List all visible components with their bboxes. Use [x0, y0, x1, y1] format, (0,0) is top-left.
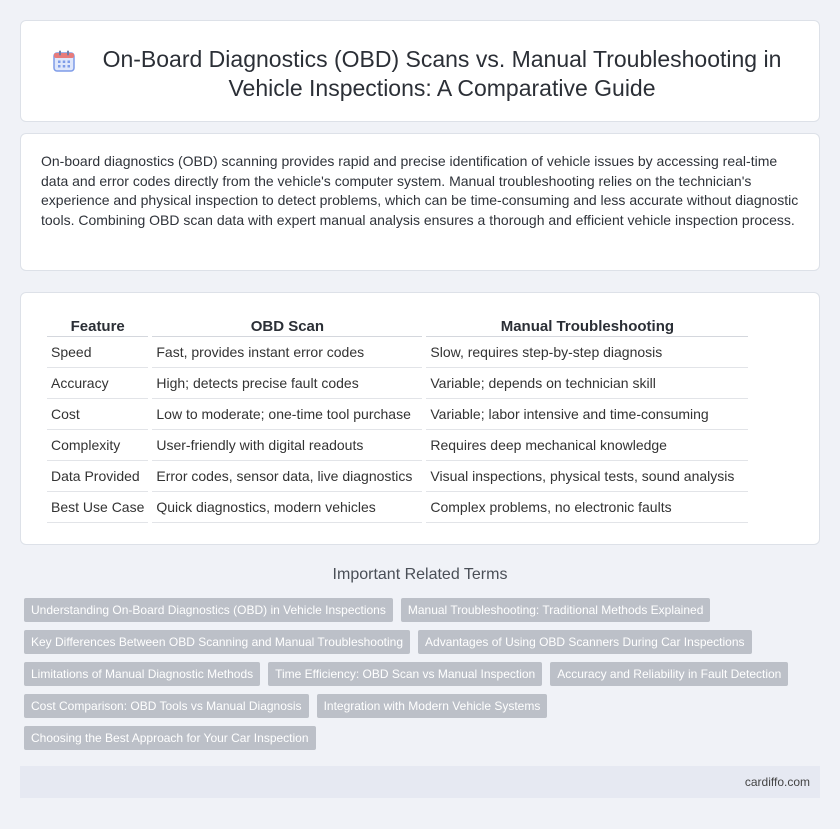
related-terms-list [24, 598, 804, 758]
calendar-icon [51, 48, 77, 74]
cell-obd: Low to moderate; one-time tool purchase [152, 399, 422, 430]
related-term-tag[interactable]: Accuracy and Reliability in Fault Detection [550, 662, 788, 686]
cell-feature: Data Provided [47, 461, 148, 492]
cell-obd: Error codes, sensor data, live diagnostics [152, 461, 422, 492]
related-term-tag[interactable]: Time Efficiency: OBD Scan vs Manual Inspection [268, 662, 542, 686]
footer [20, 766, 820, 798]
table-row [47, 337, 748, 368]
header-feature: Feature [47, 315, 148, 337]
cell-obd: User-friendly with digital readouts [152, 430, 422, 461]
table-row [47, 492, 748, 523]
comparison-card [20, 292, 820, 545]
page-title: On-Board Diagnostics (OBD) Scans vs. Manual Troubleshooting in Vehicle Inspections: A Comparative Guide [102, 46, 782, 101]
related-term-tag[interactable]: Advantages of Using OBD Scanners During Car Inspections [418, 630, 752, 654]
table-row [47, 399, 748, 430]
related-term-tag[interactable]: Key Differences Between OBD Scanning and Manual Troubleshooting [24, 630, 410, 654]
table-row [47, 368, 748, 399]
related-term-tag[interactable]: Choosing the Best Approach for Your Car Inspection [24, 726, 316, 750]
header-manual-troubleshooting: Manual Troubleshooting [426, 315, 748, 337]
header [51, 45, 799, 103]
cell-obd: Quick diagnostics, modern vehicles [152, 492, 422, 523]
cell-manual: Complex problems, no electronic faults [426, 492, 748, 523]
footer-site-link[interactable]: cardiffo.com [744, 775, 810, 789]
header-obd-scan: OBD Scan [152, 315, 422, 337]
related-term-tag[interactable]: Cost Comparison: OBD Tools vs Manual Diagnosis [24, 694, 309, 718]
related-terms-title: Important Related Terms [332, 566, 508, 583]
header-card [20, 20, 820, 122]
cell-obd: Fast, provides instant error codes [152, 337, 422, 368]
related-term-tag[interactable]: Limitations of Manual Diagnostic Methods [24, 662, 260, 686]
table-row [47, 430, 748, 461]
cell-manual: Visual inspections, physical tests, sound analysis [426, 461, 748, 492]
summary-paragraph: On-board diagnostics (OBD) scanning provides rapid and precise identification of vehicle issues by accessing real-time data and error codes directly from the vehicle's computer system. Manual troubleshooting relies on the technician's experience and physical inspection to detect problems, which can be time-consuming and less accurate without diagnostic tools. Combining OBD scan data with expert manual analysis ensures a thorough and efficient vehicle inspection process. [41, 153, 799, 228]
cell-obd: High; detects precise fault codes [152, 368, 422, 399]
cell-manual: Variable; depends on technician skill [426, 368, 748, 399]
related-term-tag[interactable]: Understanding On-Board Diagnostics (OBD) in Vehicle Inspections [24, 598, 393, 622]
cell-manual: Slow, requires step-by-step diagnosis [426, 337, 748, 368]
related-term-tag[interactable]: Integration with Modern Vehicle Systems [317, 694, 548, 718]
table-row [47, 461, 748, 492]
cell-feature: Accuracy [47, 368, 148, 399]
comparison-table [43, 315, 752, 523]
summary-card [20, 133, 820, 271]
cell-manual: Requires deep mechanical knowledge [426, 430, 748, 461]
cell-feature: Cost [47, 399, 148, 430]
cell-feature: Best Use Case [47, 492, 148, 523]
related-term-tag[interactable]: Manual Troubleshooting: Traditional Methods Explained [401, 598, 711, 622]
cell-manual: Variable; labor intensive and time-consuming [426, 399, 748, 430]
cell-feature: Speed [47, 337, 148, 368]
table-header-row [47, 315, 748, 337]
cell-feature: Complexity [47, 430, 148, 461]
